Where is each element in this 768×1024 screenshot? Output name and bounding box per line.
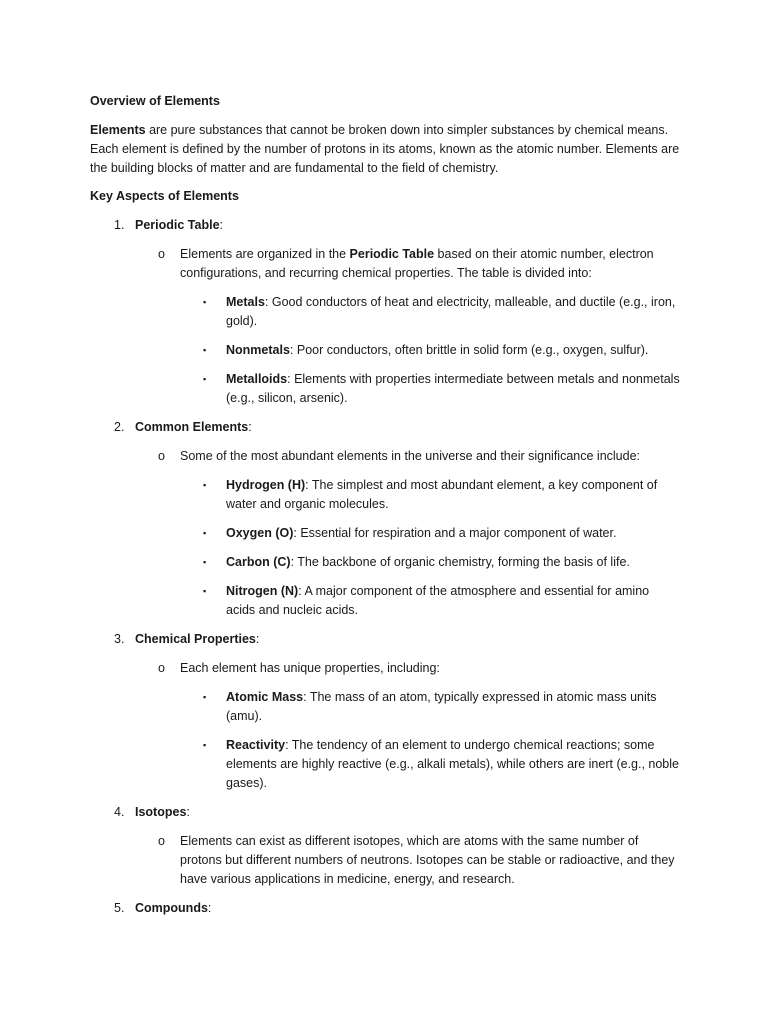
item-title: Isotopes [135, 805, 187, 819]
list-item [90, 803, 680, 889]
item-heading [90, 899, 680, 918]
item-heading [90, 418, 680, 437]
detail-term: Reactivity [226, 738, 286, 752]
sub-point [90, 659, 680, 678]
item-colon: : [207, 901, 212, 915]
detail-item [90, 524, 680, 543]
detail-term: Nonmetals [226, 343, 290, 357]
square-bullet-icon: ▪ [203, 692, 207, 702]
intro-text: are pure substances that cannot be broken down into simpler substances by chemical means. Each element is defined by the number of protons in its atoms, known as the atomic number. Elements are the building blocks of matter and are fundamental to the field of chemistry. [90, 123, 680, 175]
detail-text: : The mass of an atom, typically expressed in atomic mass units (amu). [226, 690, 657, 723]
circle-bullet-icon: o [158, 449, 165, 463]
detail-item [90, 688, 680, 726]
square-bullet-icon: ▪ [203, 586, 207, 596]
sub-text-pre: Elements can exist as different isotopes, which are atoms with the same number of protons but different numbers of neutrons. Isotopes can be stable or radioactive, and they have various applications in medicine, energy, and research. [180, 834, 675, 886]
detail-list [90, 688, 680, 793]
list-item [90, 899, 680, 918]
item-number: 5. [114, 901, 125, 915]
detail-term: Metals [226, 295, 265, 309]
detail-item [90, 553, 680, 572]
item-colon: : [248, 420, 252, 434]
detail-text: : Good conductors of heat and electricity, malleable, and ductile (e.g., iron, gold). [226, 295, 676, 328]
list-item [90, 418, 680, 620]
sub-text-pre: Elements are organized in the [180, 247, 350, 261]
item-title: Chemical Properties [135, 632, 256, 646]
detail-text: : Essential for respiration and a major component of water. [293, 526, 617, 540]
sub-point [90, 245, 680, 283]
detail-text: : The tendency of an element to undergo chemical reactions; some elements are highly reactive (e.g., alkali metals), while others are inert (e.g., noble gases). [226, 738, 679, 790]
square-bullet-icon: ▪ [203, 557, 207, 567]
item-number: 3. [114, 632, 125, 646]
item-title: Compounds [135, 901, 208, 915]
sub-point [90, 832, 680, 889]
detail-list [90, 293, 680, 408]
item-heading [90, 803, 680, 822]
detail-term: Atomic Mass [226, 690, 304, 704]
detail-term: Carbon (C) [226, 555, 291, 569]
detail-term: Metalloids [226, 372, 288, 386]
sub-text-bold: Periodic Table [349, 247, 435, 261]
intro-term: Elements [90, 123, 146, 137]
sub-text-post: based on their atomic number, electron configurations, and recurring chemical properties. The table is divided into: [180, 247, 654, 280]
detail-text: : The backbone of organic chemistry, forming the basis of life. [290, 555, 630, 569]
list-item [90, 216, 680, 408]
detail-item [90, 293, 680, 331]
section-title: Key Aspects of Elements [90, 189, 239, 203]
detail-text: : Poor conductors, often brittle in solid form (e.g., oxygen, sulfur). [289, 343, 649, 357]
item-number: 2. [114, 420, 125, 434]
detail-list [90, 476, 680, 620]
item-colon: : [186, 805, 190, 819]
sub-point [90, 447, 680, 466]
detail-text: : The simplest and most abundant element, a key component of water and organic molecules. [226, 478, 658, 511]
list-item [90, 630, 680, 793]
circle-bullet-icon: o [158, 834, 165, 848]
detail-text: : Elements with properties intermediate between metals and nonmetals (e.g., silicon, arsenic). [226, 372, 680, 405]
detail-term: Hydrogen (H) [226, 478, 306, 492]
square-bullet-icon: ▪ [203, 297, 207, 307]
item-heading [90, 216, 680, 235]
circle-bullet-icon: o [158, 661, 165, 675]
item-title: Periodic Table [135, 218, 220, 232]
square-bullet-icon: ▪ [203, 480, 207, 490]
square-bullet-icon: ▪ [203, 740, 207, 750]
detail-item [90, 736, 680, 793]
detail-item [90, 370, 680, 408]
square-bullet-icon: ▪ [203, 374, 207, 384]
item-number: 1. [114, 218, 125, 232]
square-bullet-icon: ▪ [203, 528, 207, 538]
item-colon: : [255, 632, 260, 646]
detail-text: : A major component of the atmosphere and essential for amino acids and nucleic acids. [226, 584, 650, 617]
key-aspects-list [90, 216, 680, 918]
detail-item [90, 476, 680, 514]
document-page [90, 92, 680, 928]
detail-term: Nitrogen (N) [226, 584, 299, 598]
detail-term: Oxygen (O) [226, 526, 294, 540]
square-bullet-icon: ▪ [203, 345, 207, 355]
item-heading [90, 630, 680, 649]
detail-item [90, 341, 680, 360]
item-colon: : [219, 218, 223, 232]
document-title: Overview of Elements [90, 94, 220, 108]
item-title: Common Elements [135, 420, 249, 434]
circle-bullet-icon: o [158, 247, 165, 261]
sub-text-pre: Each element has unique properties, including: [180, 661, 440, 675]
detail-item [90, 582, 680, 620]
item-number: 4. [114, 805, 125, 819]
intro-paragraph [90, 121, 680, 178]
sub-text-pre: Some of the most abundant elements in the universe and their significance include: [180, 449, 640, 463]
